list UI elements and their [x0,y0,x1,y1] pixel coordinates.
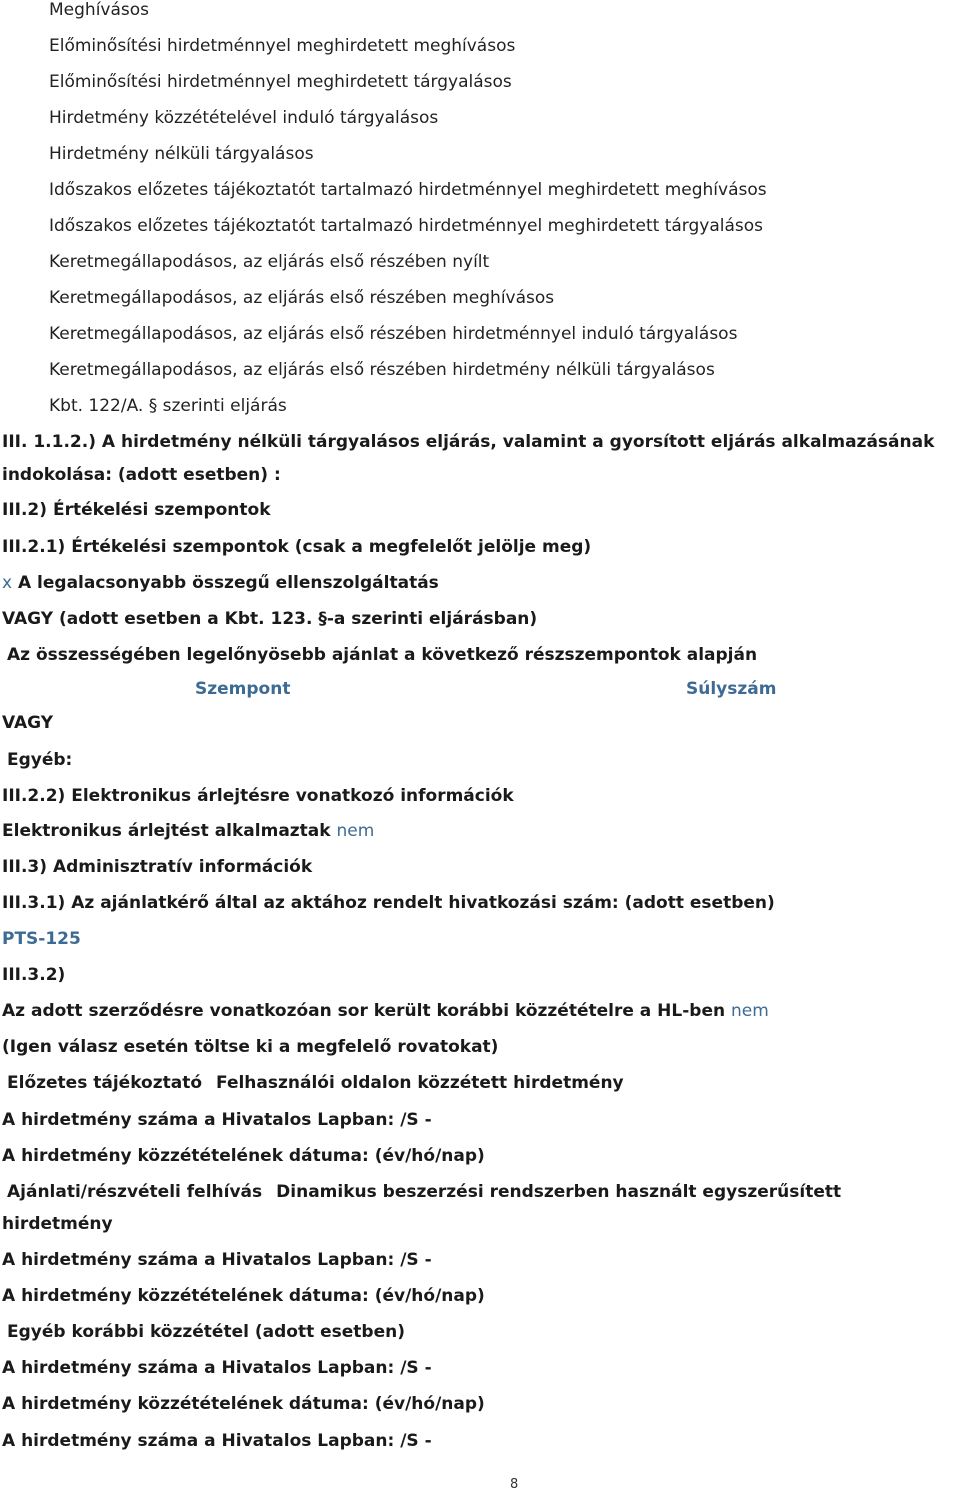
vagy-note: VAGY (adott esetben a Kbt. 123. §-a szerinti eljárásban) [2,609,538,629]
auction-row [2,821,374,841]
notice-date-3: A hirdetmény közzétételének dátuma: (év/hó/nap) [2,1394,485,1414]
auction-value: nem [336,821,375,841]
section-111-heading-cont: indokolása: (adott esetben) : [2,465,281,485]
notice-number-2: A hirdetmény száma a Hivatalos Lapban: /S - [2,1250,432,1270]
notice-number-3: A hirdetmény száma a Hivatalos Lapban: /S - [2,1358,432,1378]
best-value-label: Az összességében legelőnyösebb ajánlat a következő részszempontok alapján [7,645,758,665]
col-criterion-header: Szempont [195,679,291,699]
option-eloministesi-meghivasos: Előminősítési hirdetménnyel meghirdetett meghívásos [49,36,516,56]
lowest-price-row [2,573,439,593]
page-number: 8 [510,1477,519,1492]
other-label: Egyéb: [7,750,73,770]
section-332-heading: III.3.2) [2,965,66,985]
option-keret-nyilt: Keretmegállapodásos, az eljárás első részében nyílt [49,252,490,272]
notice-date-2: A hirdetmény közzétételének dátuma: (év/hó/nap) [2,1286,485,1306]
fill-note: (Igen válasz esetén töltse ki a megfelelő rovatokat) [2,1037,499,1057]
section-33-heading: III.3) Adminisztratív információk [2,857,313,877]
col-weight-header: Súlyszám [686,679,777,699]
section-331-heading: III.3.1) Az ajánlatkérő által az aktához rendelt hivatkozási szám: (adott esetben) [2,893,775,913]
section-321-heading: III.2.1) Értékelési szempontok (csak a megfelelőt jelölje meg) [2,537,592,557]
option-hirdetmeny-nelkuli: Hirdetmény nélküli tárgyalásos [49,144,314,164]
prior-publication-value: nem [731,1001,769,1021]
option-idoszakos-targyalasos: Időszakos előzetes tájékoztatót tartalmazó hirdetménnyel meghirdetett tárgyalásos [49,216,764,236]
prior-info-label: Előzetes tájékoztató [7,1073,203,1093]
lowest-price-label: A legalacsonyabb összegű ellenszolgáltatás [12,573,439,593]
option-keret-meghivasos: Keretmegállapodásos, az eljárás első részében meghívásos [49,288,555,308]
reference-number: PTS-125 [2,929,81,949]
prior-publication-label: Az adott szerződésre vonatkozóan sor került korábbi közzétételre a HL-ben [2,1001,732,1021]
other-prior-label: Egyéb korábbi közzététel (adott esetben) [7,1322,405,1342]
call-for-tender-label: Ajánlati/részvételi felhívás [7,1182,263,1202]
option-kbt-122a: Kbt. 122/A. § szerinti eljárás [49,396,287,416]
prior-info-row [7,1073,624,1093]
option-idoszakos-meghivasos: Időszakos előzetes tájékoztatót tartalmazó hirdetménnyel meghirdetett meghívásos [49,180,767,200]
auction-label: Elektronikus árlejtést alkalmaztak [2,821,337,841]
vagy-label: VAGY [2,713,54,733]
section-322-heading: III.2.2) Elektronikus árlejtésre vonatkozó információk [2,786,514,806]
buyer-profile-label: Felhasználói oldalon közzétett hirdetmény [216,1073,624,1093]
notice-number-4: A hirdetmény száma a Hivatalos Lapban: /S - [2,1431,432,1451]
call-for-tender-row [7,1182,841,1202]
check-mark: x [2,573,13,593]
option-hirdetmeny-kozzetetelevel: Hirdetmény közzétételével induló tárgyalásos [49,108,439,128]
option-meghivasos: Meghívásos [49,0,150,20]
prior-publication-row [2,1001,769,1021]
notice-date-1: A hirdetmény közzétételének dátuma: (év/hó/nap) [2,1146,485,1166]
dps-label-cont: hirdetmény [2,1214,113,1234]
section-111-heading: III. 1.1.2.) A hirdetmény nélküli tárgyalásos eljárás, valamint a gyorsított eljárás alkalmazásának [2,432,935,452]
option-eloministesi-targyalasos: Előminősítési hirdetménnyel meghirdetett tárgyalásos [49,72,512,92]
notice-number-1: A hirdetmény száma a Hivatalos Lapban: /S - [2,1110,432,1130]
dps-label: Dinamikus beszerzési rendszerben használt egyszerűsített [276,1182,842,1202]
section-32-heading: III.2) Értékelési szempontok [2,500,271,520]
option-keret-hirdetmennyel: Keretmegállapodásos, az eljárás első részében hirdetménnyel induló tárgyalásos [49,324,738,344]
option-keret-hirdetmeny-nelkuli: Keretmegállapodásos, az eljárás első részében hirdetmény nélküli tárgyalásos [49,360,715,380]
